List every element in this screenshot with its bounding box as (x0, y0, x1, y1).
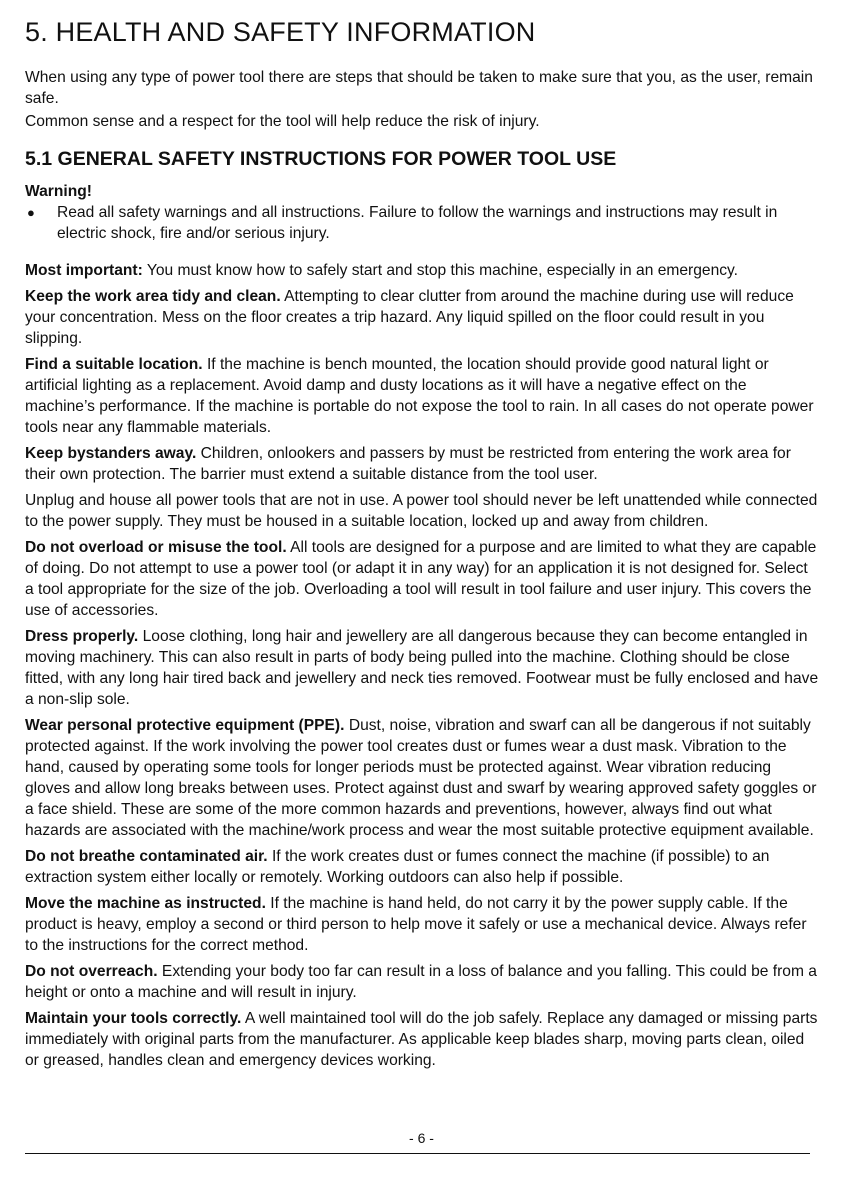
instruction-text: A well maintained tool will do the job safely. Replace any damaged or missing parts immediately with original parts from the manufacturer. As applicable keep blades sharp, moving parts clean, oiled or greased, handles clean and emergency devices working. (25, 1010, 818, 1069)
instruction-paragraph (25, 354, 820, 438)
instruction-lead: Do not overreach. (25, 963, 158, 980)
instruction-text: Children, onlookers and passers by must be restricted from entering the work area for their own protection. The barrier must extend a suitable distance from the tool user. (25, 445, 791, 483)
instruction-lead: Do not overload or misuse the tool. (25, 539, 287, 556)
warning-block (25, 181, 820, 244)
instruction-lead: Maintain your tools correctly. (25, 1010, 242, 1027)
warning-text: Read all safety warnings and all instructions. Failure to follow the warnings and instructions may result in electric shock, fire and/or serious injury. (57, 204, 778, 242)
warning-bullet-item (25, 202, 820, 244)
instruction-paragraph (25, 260, 820, 281)
instruction-lead: Most important: (25, 262, 143, 279)
instruction-lead: Find a suitable location. (25, 356, 203, 373)
instruction-paragraph (25, 626, 820, 710)
instruction-lead: Move the machine as instructed. (25, 895, 266, 912)
instruction-list (25, 260, 820, 1071)
instruction-text: Extending your body too far can result in a loss of balance and you falling. This could be from a height or onto a machine and will result in injury. (25, 963, 817, 1001)
intro-paragraph-1: When using any type of power tool there are steps that should be taken to make sure that you, as the user, remain safe. (25, 69, 813, 107)
instruction-paragraph (25, 286, 820, 349)
instruction-lead: Do not breathe contaminated air. (25, 848, 268, 865)
instruction-lead: Keep the work area tidy and clean. (25, 288, 281, 305)
section-heading: 5.1 GENERAL SAFETY INSTRUCTIONS FOR POWER TOOL USE (25, 148, 617, 170)
instruction-paragraph (25, 961, 820, 1003)
intro (25, 67, 820, 132)
instruction-text: Loose clothing, long hair and jewellery are all dangerous because they can become entangled in moving machinery. This can also result in parts of body being pulled into the machine. Clothing should be close fitted, with any long hair tired back and jewellery and neck ties removed. Footwear must be fully enclosed and have a non-slip sole. (25, 628, 819, 708)
instruction-text: If the machine is bench mounted, the location should provide good natural light or artificial lighting as a replacement. Avoid damp and dusty locations as it will have a negative effect on the machine’s performance. If the machine is portable do not expose the tool to rain. In all cases do not operate power tools near any flammable materials. (25, 356, 814, 436)
instruction-lead: Dress properly. (25, 628, 139, 645)
page-title: 5. HEALTH AND SAFETY INFORMATION (25, 17, 536, 47)
instruction-lead: Wear personal protective equipment (PPE). (25, 717, 345, 734)
instruction-paragraph (25, 1008, 820, 1071)
instruction-text: If the machine is hand held, do not carry it by the power supply cable. If the product is heavy, employ a second or third person to help move it safely or use a mechanical device. Always refer to the instructions for the correct method. (25, 895, 807, 954)
instruction-paragraph (25, 715, 820, 841)
footer-divider (25, 1153, 810, 1154)
instruction-paragraph (25, 490, 820, 532)
instruction-paragraph (25, 893, 820, 956)
page-number: - 6 - (409, 1130, 434, 1146)
instruction-lead: Keep bystanders away. (25, 445, 197, 462)
instruction-text: You must know how to safely start and stop this machine, especially in an emergency. (146, 262, 739, 279)
document-page (25, 14, 820, 1076)
instruction-paragraph (25, 537, 820, 621)
instruction-text: Attempting to clear clutter from around the machine during use will reduce your concentration. Mess on the floor creates a trip hazard. Any liquid spilled on the floor could result in you slipping. (25, 288, 794, 347)
instruction-paragraph (25, 443, 820, 485)
bullet-icon: ● (27, 205, 35, 220)
instruction-paragraph (25, 846, 820, 888)
intro-paragraph-2: Common sense and a respect for the tool will help reduce the risk of injury. (25, 113, 540, 130)
instruction-text: Unplug and house all power tools that are not in use. A power tool should never be left unattended while connected to the power supply. They must be housed in a suitable location, locked up and away from children. (25, 492, 818, 530)
warning-label: Warning! (25, 183, 92, 200)
instruction-text: If the work creates dust or fumes connect the machine (if possible) to an extraction system either locally or remotely. Working outdoors can also help if possible. (25, 848, 770, 886)
instruction-text: Dust, noise, vibration and swarf can all be dangerous if not suitably protected against. If the work involving the power tool creates dust or fumes wear a dust mask. Vibration to the hand, caused by operating some tools for longer periods must be protected against. Wear vibration reducing gloves and allow long breaks between uses. Protect against dust and swarf by wearing approved safety goggles or a face shield. These are some of the more common hazards and preventions, however, always find out what hazards are associated with the machine/work process and wear the most suitable protective equipment available. (25, 717, 817, 839)
instruction-text: All tools are designed for a purpose and are limited to what they are capable of doing. Do not attempt to use a power tool (or adapt it in any way) for an application it is not designed for. Select a tool appropriate for the size of the job. Overloading a tool will result in tool failure and user injury. This covers the use of accessories. (25, 539, 817, 619)
